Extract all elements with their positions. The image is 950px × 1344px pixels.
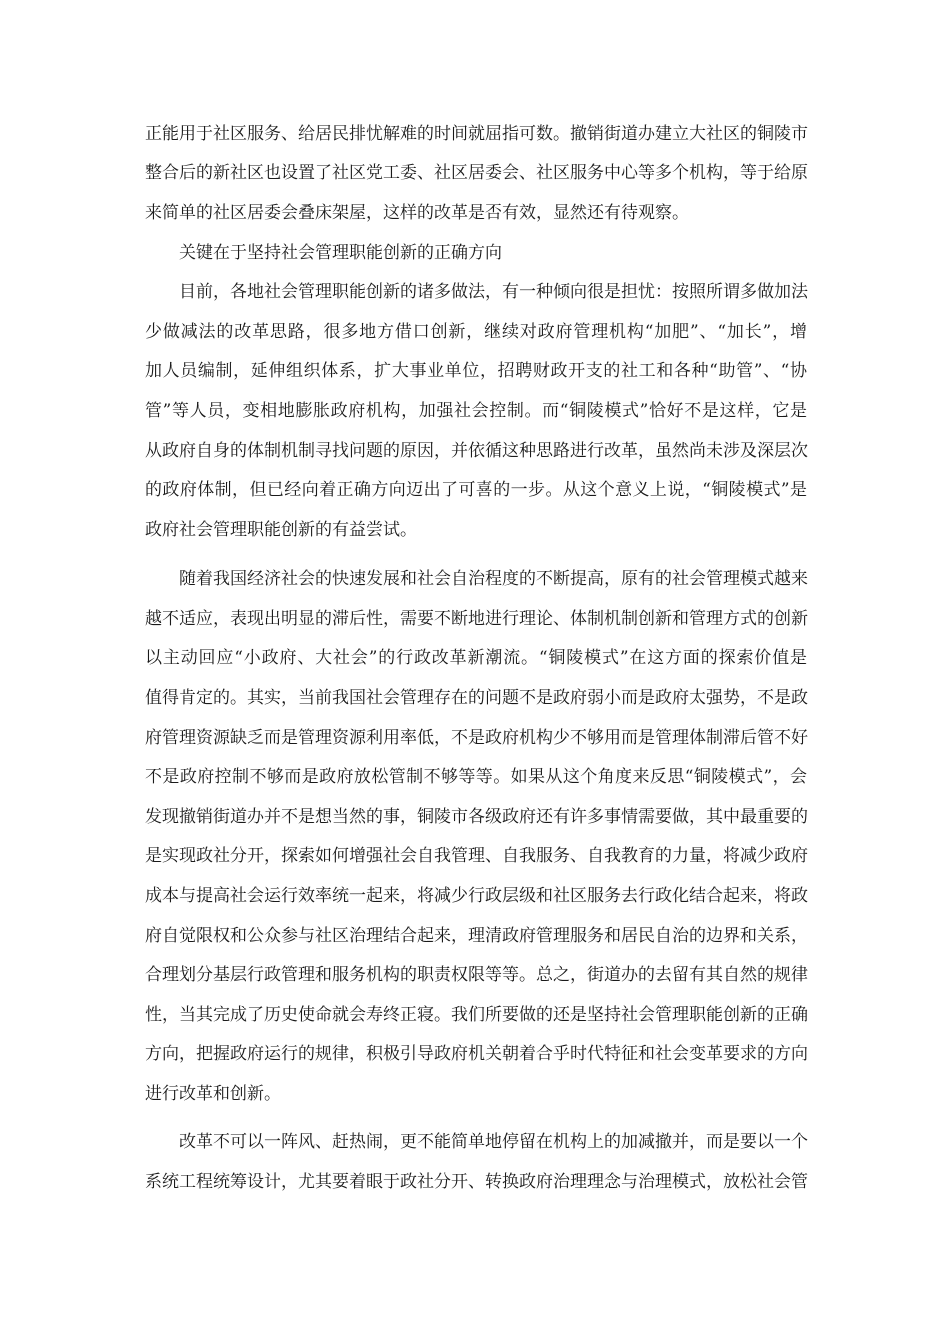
text-line: 合理划分基层行政管理和服务机构的职责权限等等。总之，街道办的去留有其自然的规律 — [145, 965, 808, 985]
text-line: 系统工程统筹设计，尤其要着眼于政社分开、转换政府治理理念与治理模式，放松社会管 — [145, 1172, 808, 1192]
text-line: 方向，把握政府运行的规律，积极引导政府机关朝着合乎时代特征和社会变革要求的方向 — [145, 1044, 808, 1064]
text-line: 府自觉限权和公众参与社区治理结合起来，理清政府管理服务和居民自治的边界和关系， — [145, 926, 808, 946]
text-line: 加人员编制，延伸组织体系，扩大事业单位，招聘财政开支的社工和各种“助管”、“协 — [145, 361, 807, 381]
text-line: 值得肯定的。其实，当前我国社会管理存在的问题不是政府弱小而是政府太强势，不是政 — [145, 688, 808, 708]
text-line: 府管理资源缺乏而是管理资源利用率低，不是政府机构少不够用而是管理体制滞后管不好 — [145, 728, 808, 748]
section-heading: 关键在于坚持社会管理职能创新的正确方向 — [179, 243, 502, 263]
text-line: 从政府自身的体制机制寻找问题的原因，并依循这种思路进行改革，虽然尚未涉及深层次 — [145, 441, 808, 461]
text-line: 整合后的新社区也设置了社区党工委、社区居委会、社区服务中心等多个机构，等于给原 — [145, 163, 808, 183]
text-line: 正能用于社区服务、给居民排忧解难的时间就屈指可数。撤销街道办建立大社区的铜陵市 — [145, 124, 808, 144]
text-line: 发现撤销街道办并不是想当然的事，铜陵市各级政府还有许多事情需要做，其中最重要的 — [145, 807, 808, 827]
text-line: 是实现政社分开，探索如何增强社会自我管理、自我服务、自我教育的力量，将减少政府 — [145, 846, 808, 866]
text-line: 的政府体制，但已经向着正确方向迈出了可喜的一步。从这个意义上说，“铜陵模式”是 — [145, 480, 807, 500]
text-line: 成本与提高社会运行效率统一起来，将减少行政层级和社区服务去行政化结合起来，将政 — [145, 886, 808, 906]
text-line: 少做减法的改革思路，很多地方借口创新，继续对政府管理机构“加肥”、“加长”，增 — [145, 322, 807, 342]
text-line: 以主动回应“小政府、大社会”的行政改革新潮流。“铜陵模式”在这方面的探索价值是 — [145, 648, 807, 668]
text-line: 来简单的社区居委会叠床架屋，这样的改革是否有效，显然还有待观察。 — [145, 203, 689, 223]
text-line: 随着我国经济社会的快速发展和社会自治程度的不断提高，原有的社会管理模式越来 — [179, 569, 808, 589]
text-line: 越不适应，表现出明显的滞后性，需要不断地进行理论、体制机制创新和管理方式的创新 — [145, 609, 808, 629]
text-line: 目前，各地社会管理职能创新的诸多做法，有一种倾向很是担忧：按照所谓多做加法 — [179, 282, 808, 302]
text-line: 政府社会管理职能创新的有益尝试。 — [145, 520, 417, 540]
text-line: 改革不可以一阵风、赶热闹，更不能简单地停留在机构上的加减撤并，而是要以一个 — [179, 1132, 808, 1152]
text-line: 进行改革和创新。 — [145, 1084, 281, 1104]
text-line: 管”等人员，变相地膨胀政府机构，加强社会控制。而“铜陵模式”恰好不是这样，它是 — [145, 401, 807, 421]
text-line: 性，当其完成了历史使命就会寿终正寝。我们所要做的还是坚持社会管理职能创新的正确 — [145, 1005, 808, 1025]
text-line: 不是政府控制不够而是政府放松管制不够等等。如果从这个角度来反思“铜陵模式”，会 — [145, 767, 807, 787]
